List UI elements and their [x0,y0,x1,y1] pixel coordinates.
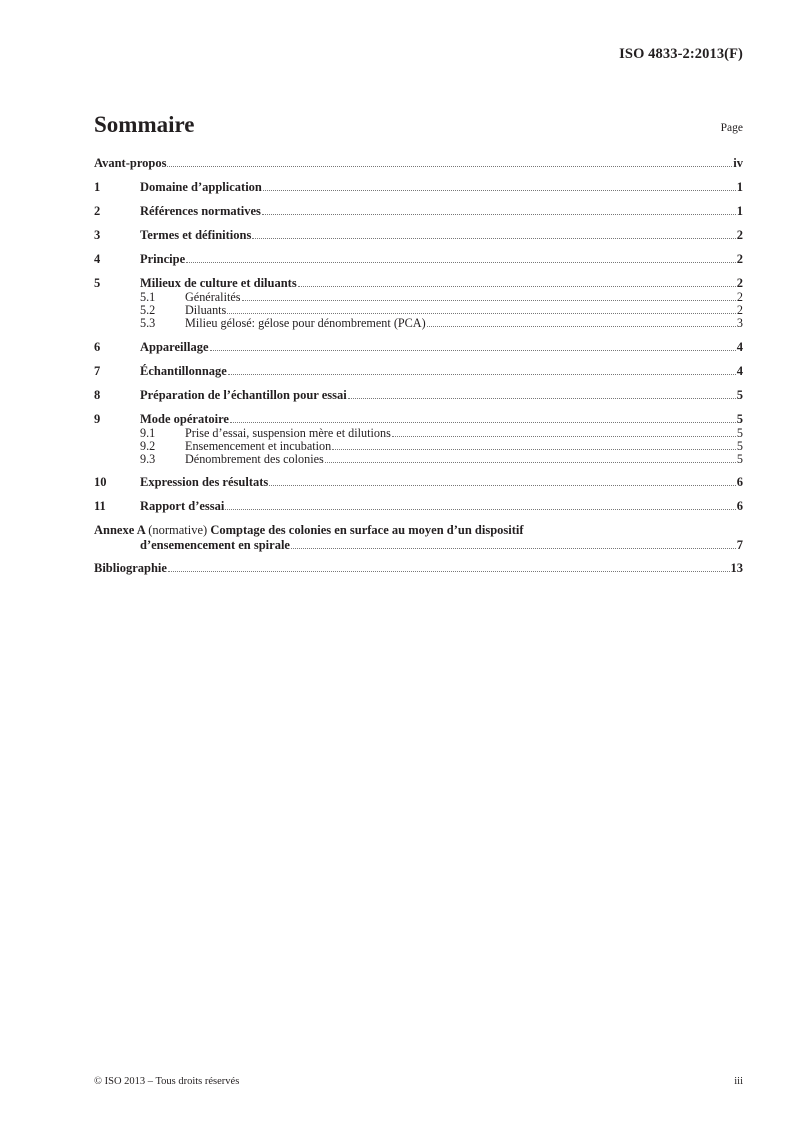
dot-leader [210,349,736,351]
dot-leader [325,461,736,463]
toc-entry-section-5-3[interactable] [94,317,743,330]
page-column-label: Page [720,122,743,134]
annex-type: (normative) [148,523,208,538]
toc-label: Dénombrement des colonies [185,452,324,467]
annex-title-line-1 [94,523,743,538]
standard-identifier: ISO 4833-2:2013(F) [619,46,743,62]
toc-entry-section-8[interactable] [94,388,743,403]
dot-leader [167,165,732,167]
table-of-contents [94,156,743,576]
toc-page: 5 [736,452,743,467]
toc-label: Avant-propos [94,156,167,170]
toc-entry-section-7[interactable] [94,364,743,379]
toc-entry-section-4[interactable] [94,252,743,267]
toc-entry-foreword[interactable] [94,156,743,171]
toc-page: 7 [736,537,743,552]
dot-leader [252,237,735,239]
toc-entry-section-2[interactable] [94,204,743,219]
dot-leader [348,397,736,399]
toc-entry-section-9[interactable] [94,412,743,427]
toc-page: 1 [736,180,743,194]
toc-number: 4 [94,252,101,266]
toc-page: 4 [736,339,743,354]
annex-prefix: Annexe A [94,523,146,538]
toc-label: Rapport d’essai [140,499,225,514]
toc-entry-section-1[interactable] [94,180,743,195]
dot-leader [298,285,736,287]
toc-page: 5 [736,425,743,440]
annex-title-part-1: Comptage des colonies en surface au moyen d’un dispositif [210,523,524,538]
toc-number: 5.2 [140,303,156,318]
toc-label: Principe [140,252,186,266]
toc-page: 2 [736,290,743,304]
toc-page: 6 [736,499,743,514]
annex-title-part-2: d’ensemencement en spirale [140,537,290,552]
dot-leader [332,448,736,450]
dot-leader [228,373,736,375]
toc-label: Préparation de l’échantillon pour essai [140,387,347,402]
dot-leader [186,261,736,263]
toc-entry-section-11[interactable] [94,499,743,514]
toc-entry-section-9-1[interactable] [94,427,743,440]
toc-number: 9.3 [140,452,156,467]
dot-leader [230,421,736,423]
toc-number: 8 [94,387,101,402]
toc-number: 5.3 [140,316,156,331]
toc-label: Ensemencement et incubation [185,438,332,453]
dot-leader [168,570,730,572]
toc-label: Mode opératoire [140,411,229,426]
toc-number: 7 [94,363,101,378]
toc-number: 9.1 [140,425,156,440]
toc-label: Expression des résultats [140,475,269,490]
copyright-notice: © ISO 2013 – Tous droits réservés [94,1076,240,1087]
toc-page: 3 [736,316,743,331]
toc-page: 6 [736,475,743,490]
title-row [94,112,743,142]
toc-entry-section-10[interactable] [94,475,743,490]
toc-page: 5 [736,387,743,402]
toc-page: 4 [736,363,743,378]
toc-label: Prise d’essai, suspension mère et dilutions [185,425,391,440]
toc-label: Références normatives [140,204,261,218]
toc-page: 2 [736,303,743,318]
toc-entry-section-5[interactable] [94,276,743,291]
page-number: iii [734,1076,743,1087]
dot-leader [269,484,735,486]
dot-leader [262,213,736,215]
toc-label: Généralités [185,290,241,304]
toc-label: Échantillonnage [140,363,227,378]
dot-leader [227,312,736,314]
toc-label: Milieux de culture et diluants [140,276,297,290]
toc-entry-bibliography[interactable] [94,561,743,576]
toc-label: Termes et définitions [140,228,252,242]
dot-leader [427,325,736,327]
toc-number: 5 [94,276,101,290]
toc-entry-annex-a[interactable] [94,523,743,552]
toc-entry-section-3[interactable] [94,228,743,243]
toc-number: 11 [94,499,106,514]
toc-number: 2 [94,204,101,218]
toc-page: 2 [736,252,743,266]
toc-page: 2 [736,276,743,290]
dot-leader [392,435,736,437]
toc-page: 5 [736,438,743,453]
dot-leader [263,189,736,191]
toc-number: 5.1 [140,290,156,304]
dot-leader [242,299,736,301]
toc-page: iv [733,156,743,170]
annex-title-line-2 [94,538,743,553]
toc-number: 9.2 [140,438,156,453]
toc-number: 1 [94,180,101,194]
toc-page: 1 [736,204,743,218]
toc-label: Diluants [185,303,227,318]
toc-label: Appareillage [140,339,209,354]
dot-leader [291,547,736,549]
toc-number: 3 [94,228,101,242]
page-title: Sommaire [94,112,195,137]
dot-leader [225,508,735,510]
toc-page: 13 [730,561,743,576]
toc-number: 10 [94,475,107,490]
toc-number: 6 [94,339,101,354]
toc-page: 2 [736,228,743,242]
toc-number: 9 [94,411,101,426]
toc-label: Bibliographie [94,561,167,576]
toc-label: Milieu gélosé: gélose pour dénombrement (PCA) [185,316,426,331]
toc-entry-section-9-3[interactable] [94,453,743,466]
toc-page: 5 [736,411,743,426]
toc-entry-section-6[interactable] [94,340,743,355]
toc-label: Domaine d’application [140,180,262,194]
